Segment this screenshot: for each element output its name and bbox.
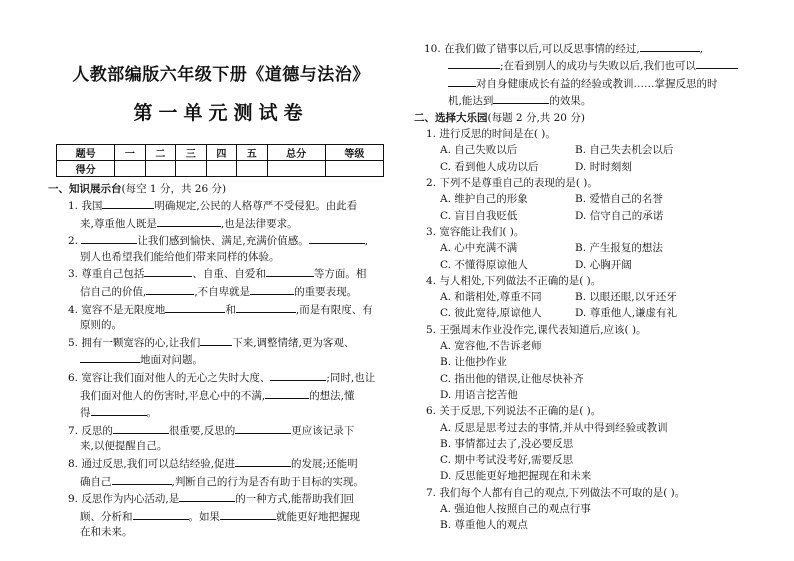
text: ;同时,也让	[326, 371, 376, 384]
mc-option[interactable]: B. 产生报复的想法	[575, 242, 663, 255]
exam-title: 人教部编版六年级下册《道德与法治》	[72, 65, 370, 85]
answer-blank[interactable]	[270, 369, 326, 381]
text: 信自己的价值,	[80, 285, 147, 298]
answer-blank[interactable]	[146, 283, 194, 295]
mc-option[interactable]: C. 不懂得原谅他人	[440, 258, 528, 271]
question-line	[56, 197, 386, 215]
mc-options-row	[414, 289, 754, 305]
text: 2.	[68, 235, 82, 248]
mc-question-stem: 6. 关于反思,下列说法不正确的是( )。	[426, 405, 602, 418]
text: 4. 宽容不是无限度地	[68, 303, 166, 316]
mc-option[interactable]: D. 用语言挖苦他	[440, 388, 518, 401]
text: 、自重、自爱和	[192, 268, 266, 281]
mc-options-row	[414, 240, 754, 256]
text: ,	[699, 43, 704, 55]
text: ,判断自己的行为是否有助于目标的实现。	[171, 475, 364, 488]
section1-note: (每空 1 分，共 26 分)	[121, 183, 227, 195]
mc-option[interactable]: B. 爱惜自己的名誉	[575, 193, 663, 206]
mc-option[interactable]: D. 尊重他人,谦虚有礼	[575, 307, 678, 320]
question-line	[56, 301, 386, 319]
score-table	[56, 144, 384, 177]
answer-blank[interactable]	[250, 283, 294, 295]
question-line	[56, 508, 386, 526]
mc-option[interactable]: B. 以眼还眼,以牙还牙	[575, 291, 677, 304]
mc-option[interactable]: A. 维护自己的形象	[440, 193, 528, 206]
mc-options-row	[414, 191, 754, 207]
text: 原则的。	[80, 319, 122, 332]
text: 。如果	[188, 510, 220, 523]
score-cell: 四	[206, 145, 236, 161]
score-cell: 二	[145, 145, 175, 161]
score-cell: 题号	[57, 145, 115, 161]
text: 等方面。相	[313, 268, 367, 281]
mc-option[interactable]: B. 自己失去机会以后	[575, 144, 674, 157]
question-line	[56, 334, 386, 352]
section2-heading	[414, 111, 754, 126]
text: 我们面对他人的伤害时,平息心中的不满,	[80, 389, 266, 402]
mc-options-row	[414, 305, 754, 321]
mc-option[interactable]: B. 尊重他人的观点	[440, 519, 528, 532]
answer-blank[interactable]	[179, 490, 235, 502]
mc-option[interactable]: A. 宽容他,不告诉老师	[440, 340, 542, 353]
question-line	[56, 283, 386, 301]
answer-blank[interactable]	[265, 387, 309, 399]
answer-blank[interactable]	[235, 455, 291, 467]
question-line	[56, 525, 386, 541]
answer-blank[interactable]	[81, 232, 137, 244]
question-line	[56, 439, 386, 455]
score-cell[interactable]	[145, 161, 175, 177]
mc-option[interactable]: A. 自己失败以后	[440, 144, 518, 157]
question-line	[56, 318, 386, 334]
mc-option[interactable]: C. 指出他的错误,让他尽快补齐	[440, 372, 584, 385]
answer-blank[interactable]	[200, 334, 232, 346]
score-cell: 得分	[57, 161, 115, 177]
score-cell: 一	[115, 145, 145, 161]
mc-question-stem: 7. 我们每个人都有自己的观点,下列做法不可取的是( )。	[426, 486, 686, 499]
score-table-score-row	[57, 161, 384, 177]
mc-question-stem: 1. 进行反思的时间是在( )。	[426, 128, 556, 141]
text: 的想法,懂	[309, 389, 355, 402]
text: 很重要,反思的	[168, 424, 236, 437]
text: ;在看到别人的成功与失败以后,我们也可以	[500, 60, 696, 73]
exam-subtitle: 第一单元测试卷	[133, 102, 309, 124]
mc-option[interactable]: D. 心胸开阔	[575, 258, 632, 271]
answer-blank[interactable]	[157, 215, 221, 227]
answer-blank[interactable]	[493, 92, 549, 104]
text: 更应该记录下	[291, 424, 355, 437]
score-cell[interactable]	[206, 161, 236, 177]
mc-options-row	[414, 257, 754, 273]
score-cell: 总分	[267, 145, 325, 161]
answer-blank[interactable]	[235, 422, 291, 434]
answer-blank[interactable]	[448, 57, 500, 69]
question-line	[56, 473, 386, 491]
answer-blank[interactable]	[640, 40, 700, 52]
text: 别人也希望我们能给他们带来同样的体验。	[80, 250, 280, 263]
answer-blank[interactable]	[112, 473, 172, 485]
text: 5. 拥有一颗宽容的心,让我们	[68, 336, 201, 349]
mc-option[interactable]: A. 强迫他人按照自己的观点行事	[440, 503, 591, 516]
score-cell[interactable]	[115, 161, 145, 177]
question-line	[56, 250, 386, 266]
text: 的效果。	[549, 94, 592, 107]
question-line	[56, 455, 386, 473]
mc-option[interactable]: A. 心中充满不满	[440, 242, 518, 255]
right-column	[414, 40, 754, 534]
text: 的发展;还能明	[291, 457, 358, 470]
text: ,不自卑就是	[194, 285, 251, 298]
text: 1. 我国	[68, 200, 103, 212]
mc-option[interactable]: A. 和谐相处,尊重不同	[440, 291, 542, 304]
score-cell[interactable]	[176, 161, 206, 177]
score-cell[interactable]	[325, 161, 383, 177]
mc-option[interactable]: C. 期中考试没考好,需要反思	[440, 454, 574, 467]
question-line	[56, 351, 386, 369]
section2-title: 二、选择大乐园	[414, 112, 488, 125]
score-cell[interactable]	[267, 161, 325, 177]
text: 就能更好地把握现	[276, 510, 360, 523]
mc-question-stem: 4. 与人相处,下列做法不正确的是( )。	[426, 274, 602, 287]
score-cell: 等级	[325, 145, 383, 161]
answer-blank[interactable]	[236, 301, 296, 313]
text: 3. 尊重自己包括	[68, 268, 145, 281]
text: 和	[225, 303, 236, 316]
question-line	[56, 490, 386, 508]
mc-option[interactable]: C. 盲目自我贬低	[440, 209, 518, 222]
mc-options-row	[414, 159, 754, 175]
mc-option[interactable]: B. 让他抄作业	[440, 356, 507, 369]
answer-blank[interactable]	[102, 197, 154, 209]
mc-option[interactable]: D. 信守自己的承诺	[575, 209, 664, 222]
mc-option[interactable]: C. 看到他人成功以后	[440, 160, 539, 173]
text: ,	[364, 235, 369, 248]
text: 得	[80, 407, 91, 420]
question-line	[56, 215, 386, 233]
score-table-header-row	[57, 145, 384, 161]
text: 9. 反思作为内心活动,是	[68, 493, 180, 506]
left-column	[48, 62, 386, 541]
text: 在和未来。	[80, 526, 133, 539]
answer-blank[interactable]	[220, 508, 276, 520]
answer-blank[interactable]	[91, 404, 147, 416]
answer-blank[interactable]	[266, 265, 314, 277]
answer-blank[interactable]	[696, 57, 738, 69]
mc-question-stem: 2. 下列不是尊重自己的表现的是( )。	[426, 177, 598, 190]
question-line	[56, 404, 386, 422]
text: 。	[146, 407, 157, 420]
answer-blank[interactable]	[144, 265, 192, 277]
question-line	[56, 232, 386, 250]
text: 明确规定,公民的人格尊严不受侵犯。由此看	[154, 200, 358, 212]
text: 对自身健康成长有益的经验或教训……掌握反思的时	[476, 77, 718, 90]
section1-heading	[48, 182, 386, 197]
question-line	[56, 369, 386, 387]
score-cell: 五	[237, 145, 267, 161]
answer-blank[interactable]	[113, 422, 169, 434]
question-line	[56, 387, 386, 405]
text: 下来,调整情绪,更为客观、	[232, 336, 355, 349]
mc-option[interactable]: B. 事情都过去了,没必要反思	[440, 437, 574, 450]
question-line	[414, 40, 754, 57]
question-line	[414, 75, 754, 92]
answer-blank[interactable]	[165, 301, 225, 313]
question-line	[414, 57, 754, 74]
score-cell[interactable]	[237, 161, 267, 177]
text: 顾、分析和	[80, 510, 133, 523]
text: 机,能达到	[448, 94, 494, 107]
text: 确自己	[80, 475, 112, 488]
text: 8. 通过反思,我们可以总结经验,促进	[68, 457, 236, 470]
mc-options-row	[414, 208, 754, 224]
mc-options-row	[414, 142, 754, 158]
text: ,而是有限度、有	[295, 303, 373, 316]
text: 来,以便提醒自己。	[80, 440, 168, 453]
question-line	[414, 92, 754, 109]
text: 10. 在我们做了错事以后,可以反思事情的经过,	[424, 43, 640, 55]
mc-option[interactable]: D. 反思能更好地把握现在和未来	[440, 470, 592, 483]
answer-blank[interactable]	[309, 232, 365, 244]
question-line	[56, 265, 386, 283]
text: 的重要表现。	[294, 285, 358, 298]
text: 让我们感到愉快、满足,充满价值感。	[137, 235, 309, 248]
text: 6. 宽容让我们面对他人的无心之失时大度、	[68, 371, 271, 384]
section1-title: 一、知识展示台	[48, 183, 122, 195]
mc-option[interactable]: C. 彼此宽待,原谅他人	[440, 307, 542, 320]
mc-question-stem: 5. 王强周末作业没作完,课代表知道后,应该( )。	[426, 323, 647, 336]
answer-blank[interactable]	[80, 351, 140, 363]
section2-note: (每题 2 分,共 20 分)	[487, 112, 585, 125]
score-cell: 三	[176, 145, 206, 161]
answer-blank[interactable]	[448, 75, 476, 87]
text: 的一种方式,能帮助我们回	[235, 493, 355, 506]
text: 7. 反思的	[68, 424, 113, 437]
text: 地面对问题。	[140, 354, 203, 367]
mc-option[interactable]: A. 反思是思考过去的事情,并从中得到经验或教训	[440, 421, 668, 434]
text: ,也是法律要求。	[220, 217, 298, 230]
mc-question-stem: 3. 宽容能让我们( )。	[426, 225, 525, 238]
mc-option[interactable]: D. 时时刻刻	[575, 160, 632, 173]
question-line	[56, 422, 386, 440]
text: 来,尊重他人既是	[80, 217, 157, 230]
answer-blank[interactable]	[133, 508, 189, 520]
